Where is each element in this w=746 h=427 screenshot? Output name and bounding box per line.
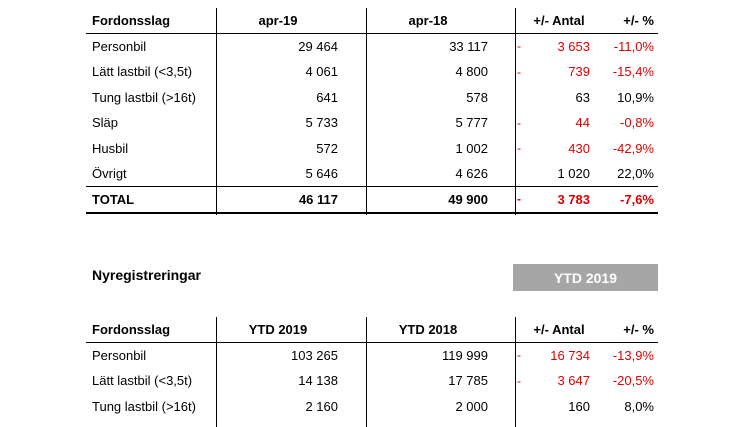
row-pct: -13,9%	[612, 347, 654, 363]
total-divider-bottom	[86, 212, 658, 214]
row-pct: 8,0%	[624, 398, 654, 414]
header-ytd-2018: YTD 2018	[398, 322, 458, 338]
row-label: Tung lastbil (>16t)	[92, 398, 196, 414]
row-label: Personbil	[92, 347, 147, 363]
row-label: Personbil	[92, 38, 147, 54]
header-diff-antal: +/- Antal	[533, 322, 585, 338]
row-value-current: 2 160	[305, 398, 338, 414]
table-header-row	[86, 8, 658, 34]
row-value-previous: 17 785	[448, 373, 488, 389]
row-value-previous: 1 002	[455, 140, 488, 156]
row-diff: 3 647	[557, 373, 590, 389]
row-dash: -	[517, 64, 521, 79]
row-pct: -11,0%	[613, 38, 654, 54]
table-ytd	[86, 317, 658, 419]
table-row	[86, 34, 658, 60]
header-fordonsslag: Fordonsslag	[92, 322, 171, 338]
row-label: Husbil	[92, 140, 129, 156]
row-value-previous: 578	[466, 89, 488, 105]
row-diff: 739	[568, 64, 590, 80]
total-apr-18: 49 900	[448, 191, 488, 207]
row-diff: 160	[568, 398, 590, 414]
table-row	[86, 85, 658, 111]
table-row	[86, 161, 658, 187]
row-label: Släp	[92, 115, 119, 131]
row-value-current: 5 646	[305, 166, 338, 182]
header-diff-pct: +/- %	[623, 13, 654, 29]
header-fordonsslag: Fordonsslag	[92, 13, 171, 29]
row-dash: -	[517, 39, 521, 54]
row-value-previous: 33 117	[449, 38, 488, 54]
row-pct: 10,9%	[617, 89, 654, 105]
table-row	[86, 343, 658, 369]
row-pct: -0,8%	[620, 115, 654, 131]
row-dash: -	[517, 373, 521, 388]
total-label: TOTAL	[92, 191, 135, 207]
total-dash: -	[517, 192, 521, 207]
header-divider	[86, 342, 658, 343]
row-value-previous: 4 800	[455, 64, 488, 80]
column-divider	[515, 8, 516, 215]
row-value-previous: 4 626	[455, 166, 488, 182]
table-header-row	[86, 317, 658, 343]
column-divider	[366, 317, 367, 427]
column-divider	[216, 8, 217, 215]
total-apr-19: 46 117	[298, 191, 338, 207]
row-pct: 22,0%	[617, 166, 654, 182]
row-diff: 44	[575, 115, 590, 131]
row-value-current: 14 138	[298, 373, 338, 389]
total-pct: -7,6%	[620, 191, 654, 207]
row-value-current: 641	[316, 89, 338, 105]
section-title: Nyregistreringar	[92, 267, 201, 283]
row-dash: -	[517, 115, 521, 130]
header-diff-pct: +/- %	[623, 322, 654, 338]
total-diff: 3 783	[557, 191, 590, 207]
table-row	[86, 368, 658, 394]
header-apr-19: apr-19	[258, 13, 298, 29]
table-apr	[86, 8, 658, 212]
table-body	[86, 34, 658, 187]
table-total-row	[86, 187, 658, 213]
ytd-badge: YTD 2019	[513, 264, 658, 291]
row-diff: 1 020	[557, 166, 590, 182]
header-divider	[86, 33, 658, 34]
row-value-current: 4 061	[305, 64, 338, 80]
row-value-current: 29 464	[298, 38, 338, 54]
row-dash: -	[517, 141, 521, 156]
row-value-current: 103 265	[291, 347, 338, 363]
row-value-previous: 5 777	[455, 115, 488, 131]
row-diff: 3 653	[557, 38, 590, 54]
row-dash: -	[517, 348, 521, 363]
row-value-previous: 2 000	[455, 398, 488, 414]
row-value-current: 572	[316, 140, 338, 156]
table-row	[86, 136, 658, 162]
row-diff: 63	[575, 89, 590, 105]
table-row	[86, 59, 658, 85]
row-value-current: 5 733	[305, 115, 338, 131]
header-ytd-2019: YTD 2019	[248, 322, 308, 338]
total-divider-top	[86, 186, 658, 187]
table-row	[86, 394, 658, 420]
row-label: Tung lastbil (>16t)	[92, 89, 196, 105]
row-label: Lätt lastbil (<3,5t)	[92, 64, 193, 80]
column-divider	[216, 317, 217, 427]
table-row	[86, 110, 658, 136]
row-pct: -20,5%	[612, 373, 654, 389]
row-value-previous: 119 999	[441, 347, 488, 363]
row-pct: -15,4%	[612, 64, 654, 80]
row-label: Övrigt	[92, 166, 127, 182]
row-pct: -42,9%	[612, 140, 654, 156]
column-divider	[515, 317, 516, 427]
header-apr-18: apr-18	[408, 13, 448, 29]
row-diff: 16 734	[550, 347, 590, 363]
table-body	[86, 343, 658, 420]
header-diff-antal: +/- Antal	[533, 13, 585, 29]
column-divider	[366, 8, 367, 215]
row-label: Lätt lastbil (<3,5t)	[92, 373, 193, 389]
row-diff: 430	[568, 140, 590, 156]
